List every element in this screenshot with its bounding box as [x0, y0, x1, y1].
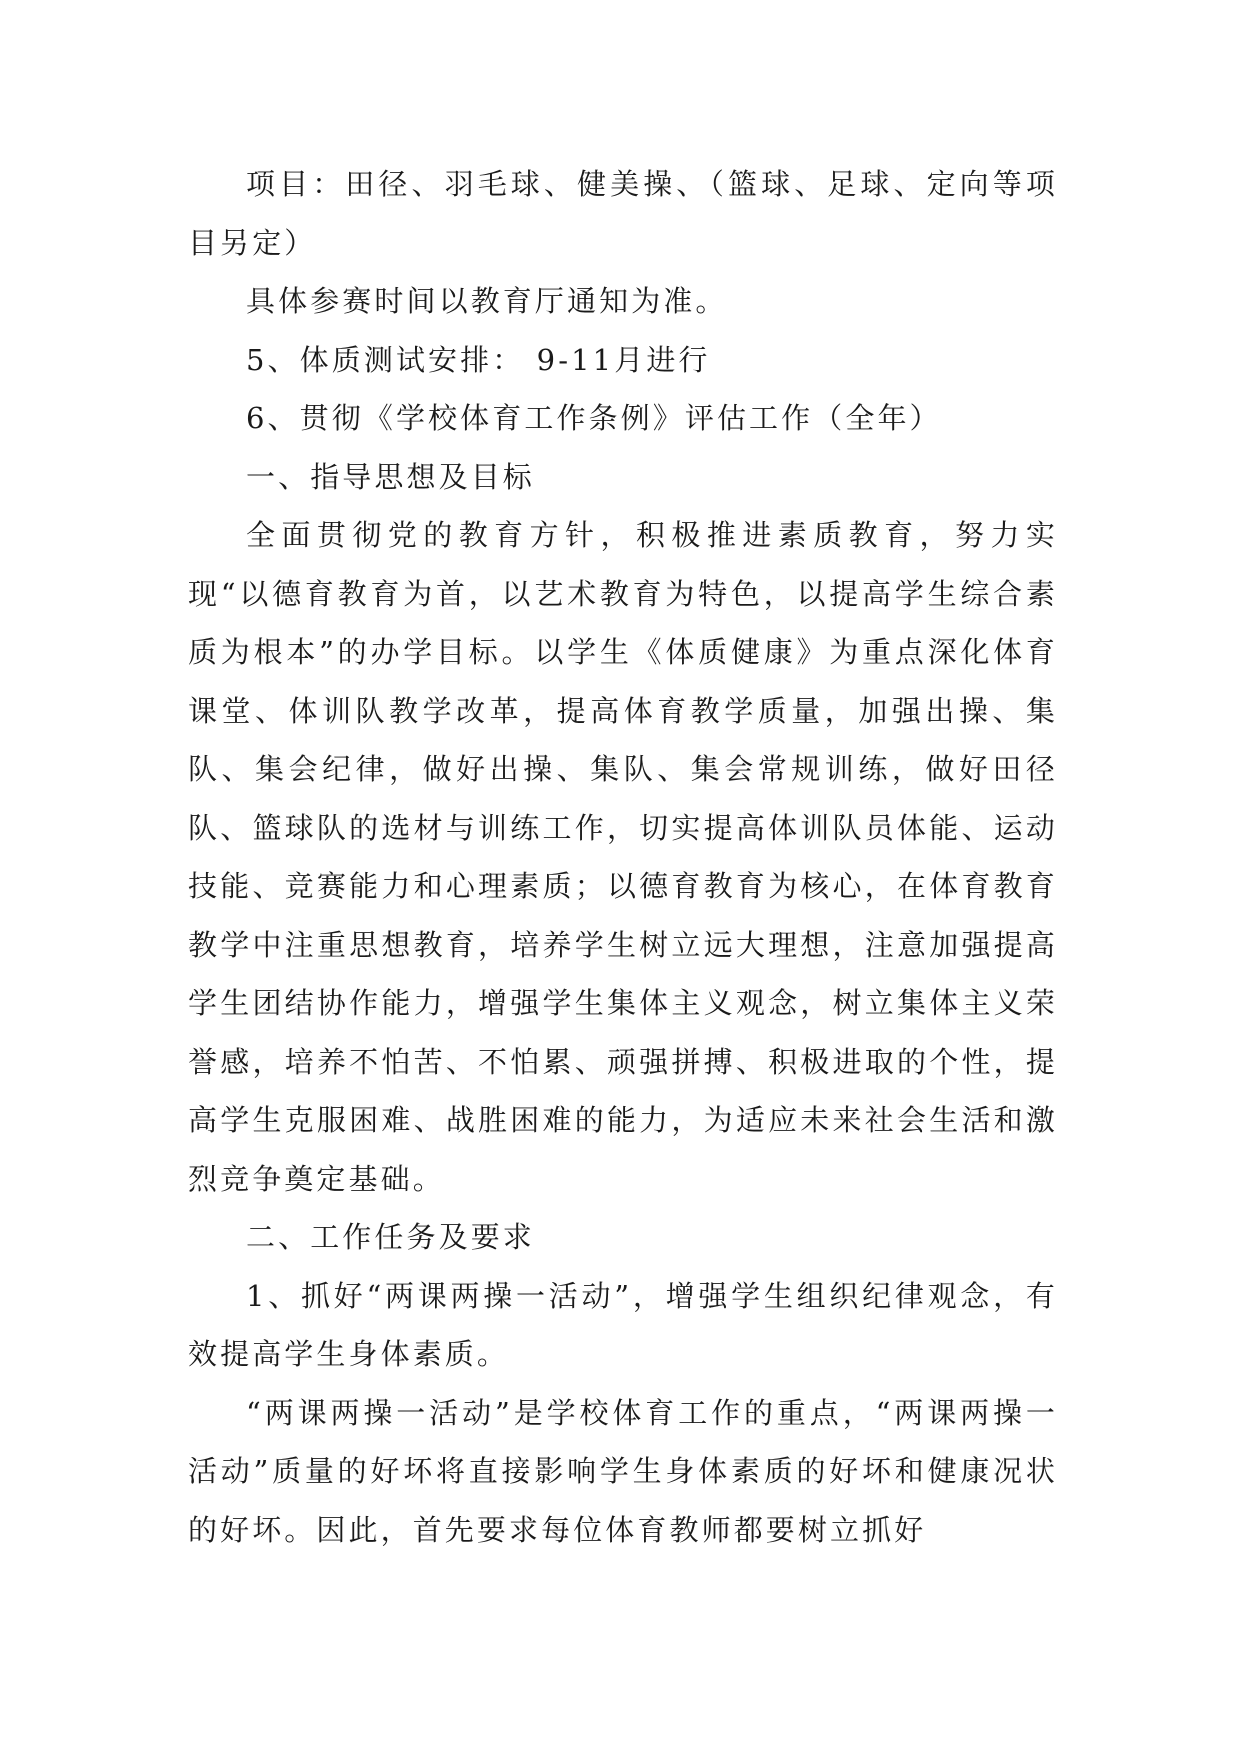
paragraph-event-items: 项目：田径、羽毛球、健美操、（篮球、足球、定向等项目另定） — [188, 167, 1058, 260]
paragraph-task-one-detail: “两课两操一活动”是学校体育工作的重点，“两课两操一活动”质量的好坏将直接影响学生身体素质的好坏和健康况状的好坏。因此，首先要求每位体育教师都要树立抓好 — [188, 1395, 1058, 1547]
paragraph-task-one: 1、抓好“两课两操一活动”，增强学生组织纪律观念，有效提高学生身体素质。 — [188, 1278, 1058, 1371]
paragraph-competition-time: 具体参赛时间以教育厅通知为准。 — [246, 284, 728, 318]
document-body — [188, 155, 1058, 1559]
paragraph-fitness-test: 5、体质测试安排： 9-11月进行 — [246, 342, 711, 377]
section-heading-guiding-ideology: 一、指导思想及目标 — [246, 459, 535, 494]
paragraph-regulation-evaluation: 6、贯彻《学校体育工作条例》评估工作（全年） — [246, 401, 942, 435]
section-heading-tasks: 二、工作任务及要求 — [246, 1220, 535, 1254]
paragraph-guiding-ideology: 全面贯彻党的教育方针，积极推进素质教育，努力实现“以德育教育为首，以艺术教育为特色，以提高学生综合素质为根本”的办学目标。以学生《体质健康》为重点深化体育课堂、体训队教学改革，提高体育教学质量，加强出操、集队、集会纪律，做好出操、集队、集会常规训练，做好田径队、篮球队的选材与训练工作，切实提高体训队员体能、运动技能、竞赛能力和心理素质；以德育教育为核心，在体育教育教学中注重思想教育，培养学生树立远大理想，注意加强提高学生团结协作能力，增强学生集体主义观念，树立集体主义荣誉感，培养不怕苦、不怕累、顽强拼搏、积极进取的个性，提高学生克服困难、战胜困难的能力，为适应未来社会生活和激烈竞争奠定基础。 — [188, 518, 1058, 1196]
